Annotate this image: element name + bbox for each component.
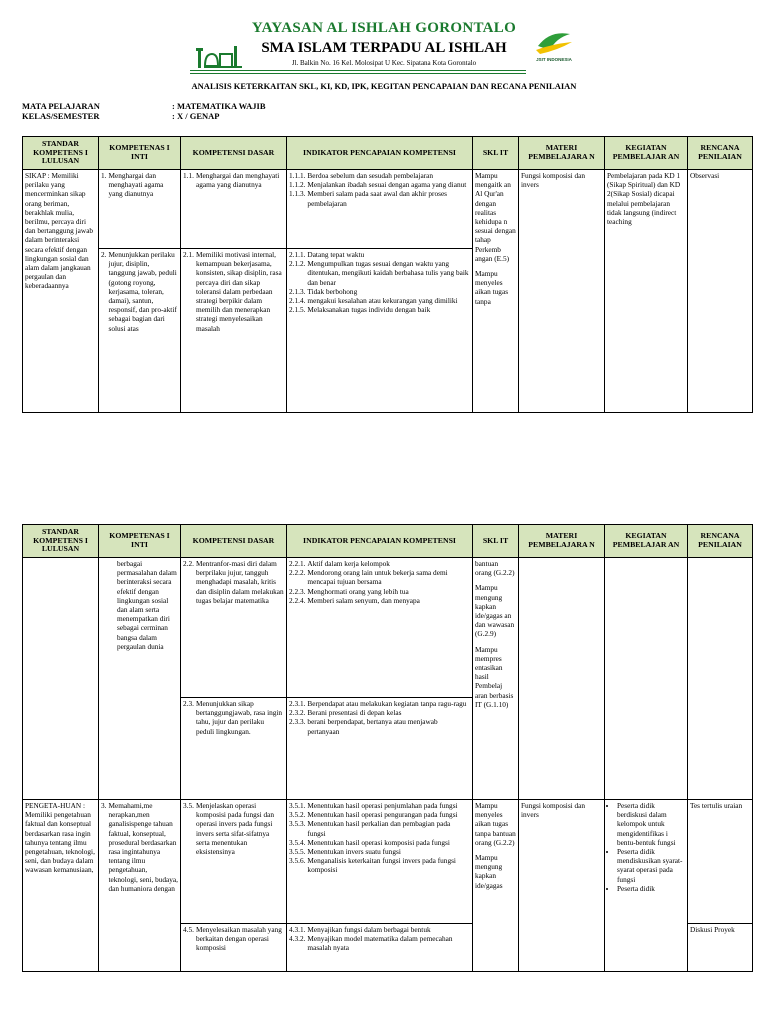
ipk-cell — [287, 249, 473, 413]
skl-cell — [23, 558, 99, 800]
indicator-number: 2.1.1. — [289, 250, 306, 259]
indicator-number: 3.5.3. — [289, 819, 306, 829]
col-penilaian: RENCANA PENILAIAN — [688, 137, 753, 170]
indicator-text: Memberi salam senyum, dan menyapa — [307, 595, 420, 605]
indicator-text: Memberi salam pada saat awal dan akhir proses pembelajaran — [307, 189, 448, 208]
jsit-logo-text: JSIT INDONESIA — [536, 57, 572, 62]
indicator-text: Berpendapat atau melakukan kegiatan tanpa ragu-ragu — [307, 699, 467, 708]
ki-cell — [99, 249, 181, 413]
col-skl: STANDAR KOMPETENS I LULUSAN — [23, 525, 99, 558]
indicator-number: 4.3.2. — [289, 934, 306, 944]
penilaian-cell: Observasi — [688, 170, 753, 413]
ki-cell — [99, 170, 181, 249]
class-label: KELAS/SEMESTER — [22, 111, 100, 121]
ki-text: Memahami,me nerapkan,men ganalisispenge tahuan faktual, konseptual, prosedural berdasarkan rasa ingintahunya tentang ilmu pengetahuan, teknologi, seni, budaya, dan humaniora dengan — [108, 801, 178, 893]
penilaian-cell — [688, 558, 753, 800]
indicator-text: Mengumpulkan tugas sesuai dengan waktu yang ditentukan, mengikuti kaidah berbahasa tulis yang baik dan benar — [307, 259, 469, 287]
kd-text: Menunjukkan sikap bertanggungjawab, rasa ingin tahu, jujur dan perilaku peduli lingkungan. — [195, 699, 283, 736]
indicator-item — [289, 180, 470, 189]
indicator-item — [289, 259, 470, 287]
document-title: ANALISIS KETERKAITAN SKL, KI, KD, IPK, KEGITAN PENCAPAIAN DAN RECANA PENILAIAN — [191, 81, 577, 91]
indicator-item — [289, 189, 470, 207]
sklit-text: Mampu menyeles aikan tugas tanpa bantuan orang (G.2.2) — [475, 801, 516, 847]
analysis-table-2 — [22, 524, 753, 972]
indicator-number: 3.5.2. — [289, 810, 306, 820]
sklit-text: bantuan orang (G.2.2) — [475, 559, 515, 578]
col-skl: STANDAR KOMPETENS I LULUSAN — [23, 137, 99, 170]
indicator-item — [289, 810, 470, 819]
subject-label: MATA PELAJARAN — [22, 101, 100, 111]
indicator-text: berani berpendapat, bertanya atau menjawab pertanyaan — [307, 717, 438, 736]
kegiatan-item: • Peserta didik berdiskusi dalam kelompok untuk mengidentifikas i bentu-bentuk fungsi — [617, 801, 685, 847]
indicator-text: mengakui kesalahan atau kekurangan yang dimiliki — [307, 296, 458, 306]
sklit-text: Mampu mengaitk an Al Qur'an dengan realitas kehidupa n sesuai dengan tahap Perkemb angan (E.5) — [475, 171, 516, 263]
kd-cell — [181, 800, 287, 924]
kegiatan-item: • Peserta didik mendiskusikan syarat-syarat operasi pada fungsi — [617, 847, 685, 884]
indicator-number: 2.1.3. — [289, 286, 306, 296]
indicator-item — [289, 847, 470, 856]
kd-text: Menjelaskan operasi komposisi pada fungsi dan operasi invers pada fungsi invers serta sifat-sifatnya serta menentukan eksistensinya — [195, 801, 274, 857]
col-kd: KOMPETENSI DASAR — [181, 525, 287, 558]
kd-number: 4.5. — [183, 925, 194, 934]
ki-number: 3. — [101, 801, 107, 810]
indicator-number: 2.1.2. — [289, 259, 306, 269]
indicator-text: Menentukan invers suatu fungsi — [307, 847, 401, 857]
indicator-item — [289, 559, 470, 568]
indicator-item — [289, 925, 470, 934]
indicator-item — [289, 838, 470, 847]
sklit-text: Mampu mempres entasikan hasil Pembelaj aran berbasis IT (G.1.10) — [475, 644, 514, 709]
ki-number: 2. — [101, 250, 107, 259]
col-materi: MATERI PEMBELAJARA N — [519, 525, 605, 558]
indicator-number: 1.1.3. — [289, 189, 306, 199]
subject-value: : MATEMATIKA WAJIB — [172, 101, 266, 111]
col-ipk: INDIKATOR PENCAPAIAN KOMPETENSI — [287, 137, 473, 170]
school-name: SMA ISLAM TERPADU AL ISHLAH — [261, 40, 507, 56]
indicator-number: 2.2.1. — [289, 559, 306, 568]
indicator-text: Aktif dalam kerja kelompok — [307, 559, 390, 568]
header-rule-thin — [190, 73, 526, 74]
indicator-text: Menghormati orang yang lebih tua — [307, 586, 409, 596]
kegiatan-cell: Pembelajaran pada KD 1 (Sikap Spiritual) dan KD 2(Sikap Sosial) dicapai melalui pembelajaran tidak langsung (indirect teaching — [605, 170, 688, 413]
indicator-number: 3.5.4. — [289, 837, 306, 847]
ki-number: 1. — [101, 171, 107, 180]
kd-number: 2.1. — [183, 250, 194, 259]
indicator-text: Tidak berbohong — [307, 286, 358, 296]
indicator-number: 2.1.5. — [289, 305, 306, 315]
ki-text: Menunjukkan perilaku jujur, disiplin, tanggung jawab, peduli (gotong royong, kerjasama, toleran, damai), santun, responsif, dan pro-aktif sebagai bagian dari solusi atas — [108, 250, 177, 333]
ki-text: berbagai permasalahan dalam berinteraksi secara efektif dengan lingkungan sosial dan alam serta menempatkan diri sebagai cerminan bangsa dalam pergaulan dunia — [117, 559, 177, 651]
materi-cell: Fungsi komposisi dan invers — [519, 800, 605, 972]
ipk-cell — [287, 558, 473, 698]
col-ki: KOMPETENAS I INTI — [99, 525, 181, 558]
kd-number: 2.3. — [183, 699, 194, 708]
indicator-item — [289, 801, 470, 810]
kd-text: Menghargai dan menghayati agama yang dianutnya — [195, 171, 280, 190]
sklit-cell — [473, 558, 519, 800]
indicator-item — [289, 934, 470, 952]
indicator-item — [289, 250, 470, 259]
ipk-cell — [287, 170, 473, 249]
col-kegiatan: KEGIATAN PEMBELAJAR AN — [605, 525, 688, 558]
indicator-number: 3.5.5. — [289, 847, 306, 857]
penilaian-cell: Tes tertulis uraian — [688, 800, 753, 924]
indicator-item — [289, 699, 470, 708]
indicator-text: Menentukan hasil operasi penjumlahan pada fungsi — [307, 801, 458, 810]
ipk-cell — [287, 698, 473, 800]
indicator-item — [289, 296, 470, 305]
col-penilaian: RENCANA PENILAIAN — [688, 525, 753, 558]
col-ki: KOMPETENAS I INTI — [99, 137, 181, 170]
ki-cell — [99, 800, 181, 972]
col-ipk: INDIKATOR PENCAPAIAN KOMPETENSI — [287, 525, 473, 558]
col-materi: MATERI PEMBELAJARA N — [519, 137, 605, 170]
foundation-name: YAYASAN AL ISHLAH GORONTALO — [251, 20, 517, 36]
kegiatan-item: • Peserta didik — [617, 884, 685, 893]
indicator-item — [289, 587, 470, 596]
indicator-item — [289, 568, 470, 586]
school-address: Jl. Balkin No. 16 Kel. Molosipat U Kec. Sipatana Kota Gorontalo — [291, 59, 477, 67]
indicator-number: 3.5.1. — [289, 801, 306, 810]
kegiatan-list — [607, 801, 685, 893]
indicator-text: Melaksanakan tugas individu dengan baik — [307, 305, 431, 315]
kd-cell — [181, 249, 287, 413]
kd-cell — [181, 924, 287, 972]
indicator-item — [289, 171, 470, 180]
kd-text: Mentranfor-masi diri dalam berprilaku jujur, tangguh menghadapi masalah, kritis dan disiplin dalam melakukan tugas belajar matematika — [195, 559, 284, 605]
indicator-text: Menentukan hasil perkalian dan pembagian pada fungsi — [307, 819, 451, 838]
kegiatan-cell — [605, 558, 688, 800]
sklit-cell — [473, 800, 519, 972]
indicator-text: Mendorong orang lain untuk bekerja sama demi mencapai tujuan bersama — [307, 568, 448, 587]
indicator-text: Menyajikan model matematika dalam pemecahan masalah nyata — [307, 934, 453, 953]
indicator-item — [289, 708, 470, 717]
skl-cell: SIKAP : Memiliki perilaku yang mencerminkan sikap orang beriman, berakhlak mulia, berilmu, percaya diri dan bertanggung jawab dalam berinteraksi secara efektif dengan lingkungan sosial dan alam dalam jangkauan pergaulan dan keberadaannya — [23, 170, 99, 413]
indicator-item — [289, 717, 470, 735]
header-rule — [190, 70, 526, 71]
kd-cell — [181, 558, 287, 698]
indicator-item — [289, 305, 470, 314]
kd-number: 2.2. — [183, 559, 194, 568]
col-sklit: SKL IT — [473, 137, 519, 170]
col-sklit: SKL IT — [473, 525, 519, 558]
indicator-item — [289, 287, 470, 296]
indicator-number: 4.3.1. — [289, 925, 306, 934]
skl-cell: PENGETA-HUAN : Memiliki pengetahuan faktual dan konseptual berdasarkan rasa ingin tahunya tentang ilmu pengetahuan, teknologi, seni, dan budaya dalam wawasan kemanusiaan, — [23, 800, 99, 972]
kd-text: Memiliki motivasi internal, kemampuan bekerjasama, konsisten, sikap disiplin, rasa percaya diri dan sikap toleransi dalam perbedaan strategi berpikir dalam memilih dan menerapkan strategi menyelesaikan masalah — [195, 250, 282, 333]
analysis-table-1 — [22, 136, 753, 413]
indicator-text: Menjalankan ibadah sesuai dengan agama yang dianut — [307, 180, 467, 190]
kd-number: 1.1. — [183, 171, 194, 180]
indicator-number: 2.1.4. — [289, 296, 306, 306]
indicator-item — [289, 596, 470, 605]
indicator-text: Berani presentasi di depan kelas — [307, 708, 402, 718]
kd-number: 3.5. — [183, 801, 194, 810]
indicator-item — [289, 856, 470, 874]
ipk-cell — [287, 924, 473, 972]
col-kd: KOMPETENSI DASAR — [181, 137, 287, 170]
indicator-text: Menentukan hasil operasi pengurangan pada fungsi — [307, 810, 458, 820]
class-value: : X / GENAP — [172, 111, 220, 121]
ki-text: Menghargai dan menghayati agama yang dianutnya — [108, 171, 164, 199]
indicator-number: 2.3.1. — [289, 699, 306, 708]
sklit-text: Mampu mengung kapkan ide/gagas — [475, 853, 503, 890]
indicator-text: Berdoa sebelum dan sesudah pembelajaran — [307, 171, 434, 180]
indicator-number: 2.2.2. — [289, 568, 306, 578]
penilaian-cell: Diskusi Proyek — [688, 924, 753, 972]
indicator-number: 2.3.3. — [289, 717, 306, 727]
sklit-cell — [473, 170, 519, 413]
ki-cell — [99, 558, 181, 800]
sklit-text: Mampu mengung kapkan ide/gagas an dan wawasan (G.2.9) — [475, 583, 515, 639]
indicator-number: 1.1.2. — [289, 180, 306, 190]
indicator-text: Datang tepat waktu — [307, 250, 365, 259]
indicator-number: 3.5.6. — [289, 856, 306, 866]
indicator-text: Menyajikan fungsi dalam berbagai bentuk — [307, 925, 431, 934]
materi-cell — [519, 558, 605, 800]
kegiatan-cell — [605, 800, 688, 972]
indicator-number: 2.3.2. — [289, 708, 306, 718]
indicator-text: Menentukan hasil operasi komposisi pada fungsi — [307, 837, 450, 847]
kd-cell — [181, 698, 287, 800]
ipk-cell — [287, 800, 473, 924]
col-kegiatan: KEGIATAN PEMBELAJAR AN — [605, 137, 688, 170]
materi-cell: Fungsi komposisi dan invers — [519, 170, 605, 413]
indicator-number: 1.1.1. — [289, 171, 306, 180]
indicator-item — [289, 819, 470, 837]
sklit-text: Mampu menyeles aikan tugas tanpa — [475, 269, 509, 306]
indicator-text: Menganalisis keterkaitan fungsi invers pada fungsi komposisi — [307, 856, 456, 875]
indicator-number: 2.2.4. — [289, 595, 306, 605]
kd-text: Menyelesaikan masalah yang berkaitan dengan operasi komposisi — [195, 925, 282, 953]
kd-cell — [181, 170, 287, 249]
indicator-number: 2.2.3. — [289, 586, 306, 596]
